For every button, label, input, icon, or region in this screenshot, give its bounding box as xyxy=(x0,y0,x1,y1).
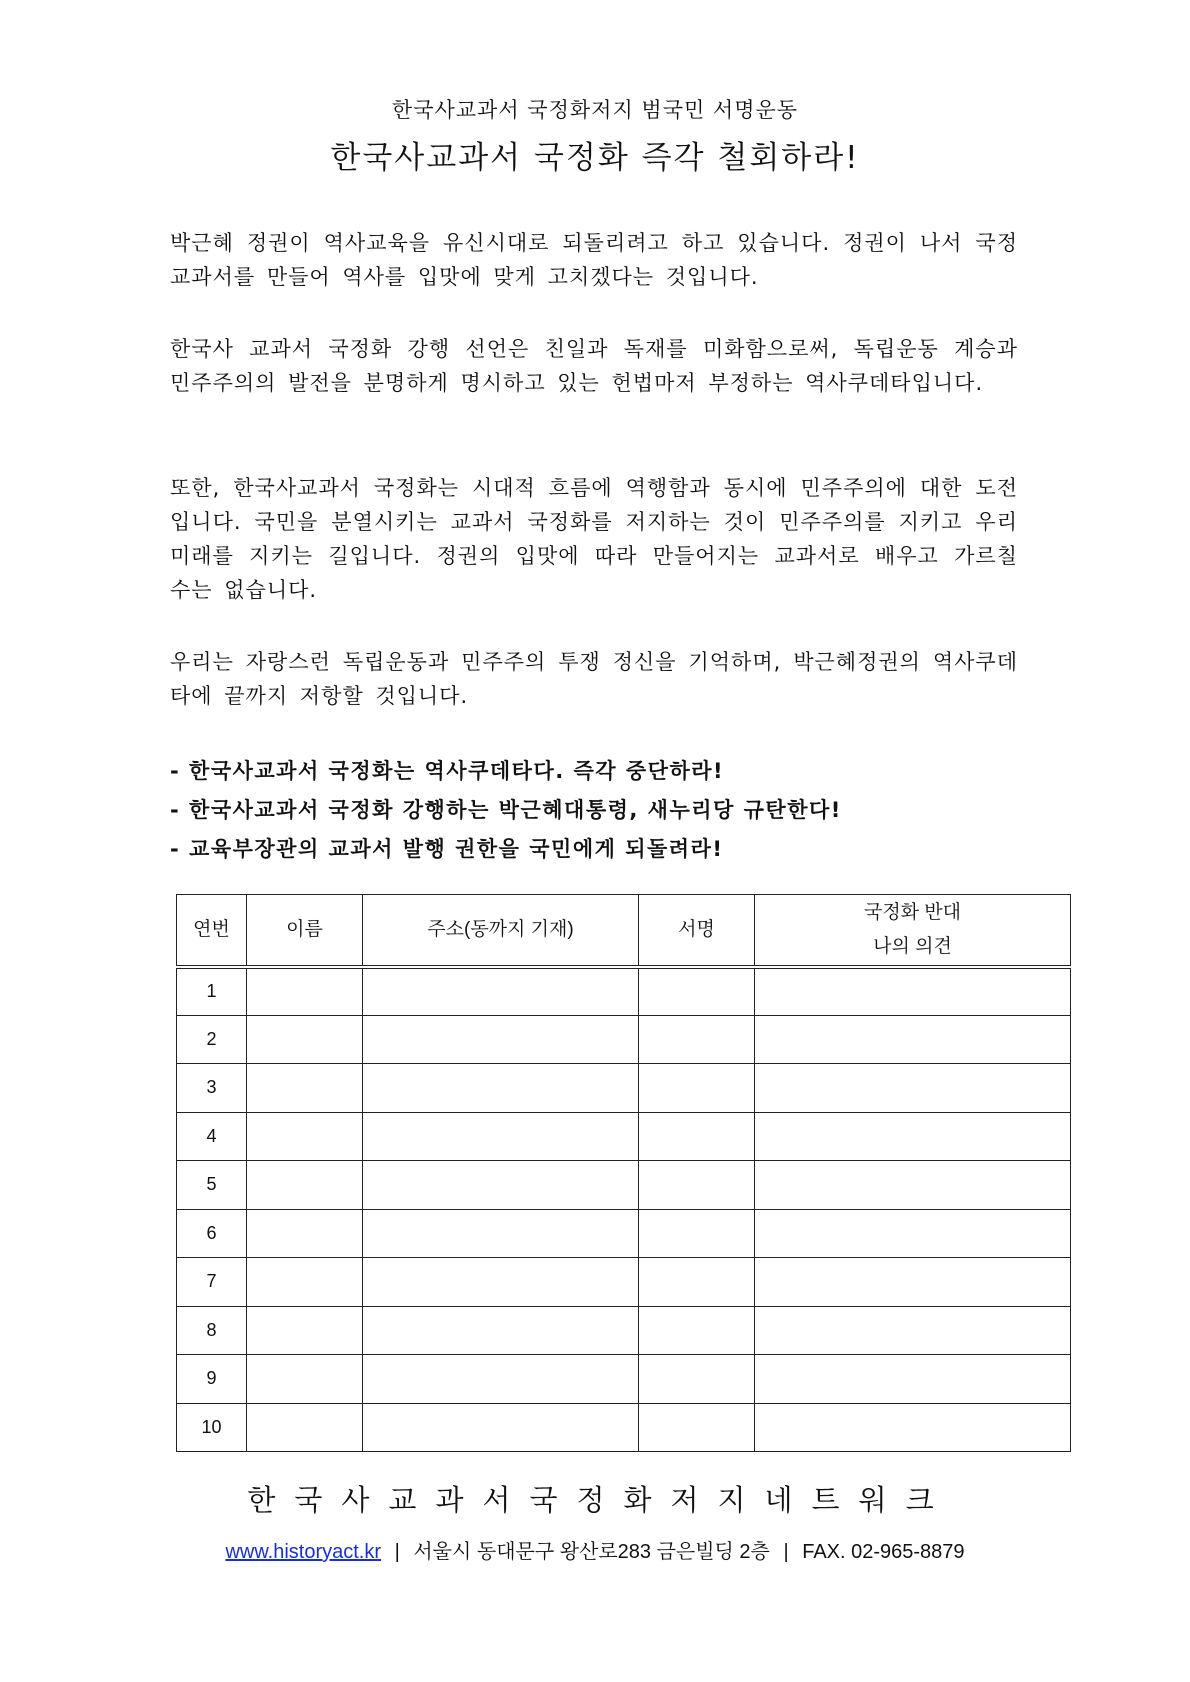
opinion-cell[interactable] xyxy=(755,1112,1071,1161)
row-number: 1 xyxy=(177,967,247,1016)
organization-name: 한국사교과서국정화저지네트워크 xyxy=(247,1483,953,1517)
name-cell[interactable] xyxy=(247,967,363,1016)
address-cell[interactable] xyxy=(363,1355,639,1404)
signature-cell[interactable] xyxy=(639,1064,755,1113)
table-row xyxy=(177,1209,1071,1258)
slogan-2: - 한국사교과서 국정화 강행하는 박근혜대통령, 새누리당 규탄한다! xyxy=(170,798,842,822)
slogan-list xyxy=(170,752,1030,869)
opinion-cell[interactable] xyxy=(755,1064,1071,1113)
opinion-cell[interactable] xyxy=(755,1209,1071,1258)
table-row xyxy=(177,1403,1071,1452)
signature-cell[interactable] xyxy=(639,967,755,1016)
row-number: 8 xyxy=(177,1306,247,1355)
name-cell[interactable] xyxy=(247,1306,363,1355)
address-cell[interactable] xyxy=(363,1403,639,1452)
name-cell[interactable] xyxy=(247,1209,363,1258)
signature-cell[interactable] xyxy=(639,1015,755,1064)
paragraph-1: 박근혜 정권이 역사교육을 유신시대로 되돌리려고 하고 있습니다. 정권이 나서 국정교과서를 만들어 역사를 입맛에 맞게 고치겠다는 것입니다. xyxy=(170,231,1018,289)
table-header-row xyxy=(177,895,1071,967)
name-cell[interactable] xyxy=(247,1064,363,1113)
address-cell[interactable] xyxy=(363,1112,639,1161)
signature-cell[interactable] xyxy=(639,1112,755,1161)
paragraph-3: 또한, 한국사교과서 국정화는 시대적 흐름에 역행함과 동시에 민주주의에 대한 도전입니다. 국민을 분열시키는 교과서 국정화를 저지하는 것이 민주주의를 지키고 우리 미래를 지키는 길입니다. 정권의 입맛에 따라 만들어지는 교과서로 배우고 가르칠 수는 없습니다. xyxy=(170,476,1018,602)
footer-separator: | xyxy=(394,1541,400,1563)
paragraph-4: 우리는 자랑스런 독립운동과 민주주의 투쟁 정신을 기억하며, 박근혜정권의 역사쿠데타에 끝까지 저항할 것입니다. xyxy=(170,650,1018,708)
address-cell[interactable] xyxy=(363,1015,639,1064)
header-opinion xyxy=(755,895,1071,967)
name-cell[interactable] xyxy=(247,1112,363,1161)
address-cell[interactable] xyxy=(363,1209,639,1258)
address-cell[interactable] xyxy=(363,1306,639,1355)
header-signature: 서명 xyxy=(639,895,755,967)
row-number: 3 xyxy=(177,1064,247,1113)
row-number: 9 xyxy=(177,1355,247,1404)
row-number: 10 xyxy=(177,1403,247,1452)
opinion-cell[interactable] xyxy=(755,967,1071,1016)
table-row xyxy=(177,1306,1071,1355)
opinion-cell[interactable] xyxy=(755,1161,1071,1210)
paragraph-2: 한국사 교과서 국정화 강행 선언은 친일과 독재를 미화함으로써, 독립운동 계승과 민주주의의 발전을 분명하게 명시하고 있는 헌법마저 부정하는 역사쿠데타입니다. xyxy=(170,337,1018,395)
address-cell[interactable] xyxy=(363,1258,639,1307)
table-row xyxy=(177,1112,1071,1161)
name-cell[interactable] xyxy=(247,1355,363,1404)
table-row xyxy=(177,1161,1071,1210)
header-opinion-line2: 나의 의견 xyxy=(873,935,952,957)
row-number: 7 xyxy=(177,1258,247,1307)
opinion-cell[interactable] xyxy=(755,1403,1071,1452)
address-cell[interactable] xyxy=(363,1064,639,1113)
footer-address: 서울시 동대문구 왕산로283 금은빌딩 2층 xyxy=(413,1541,770,1563)
opinion-cell[interactable] xyxy=(755,1015,1071,1064)
footer-fax: FAX. 02-965-8879 xyxy=(802,1541,965,1563)
signature-cell[interactable] xyxy=(639,1306,755,1355)
table-row xyxy=(177,1258,1071,1307)
name-cell[interactable] xyxy=(247,1403,363,1452)
row-number: 6 xyxy=(177,1209,247,1258)
table-row xyxy=(177,1355,1071,1404)
footer-contact xyxy=(0,1535,1190,1564)
signature-cell[interactable] xyxy=(639,1355,755,1404)
address-cell[interactable] xyxy=(363,1161,639,1210)
opinion-cell[interactable] xyxy=(755,1355,1071,1404)
header-no: 연번 xyxy=(177,895,247,967)
header-name: 이름 xyxy=(247,895,363,967)
table-row xyxy=(177,1015,1071,1064)
slogan-1: - 한국사교과서 국정화는 역사쿠데타다. 즉각 중단하라! xyxy=(170,759,725,783)
signature-cell[interactable] xyxy=(639,1161,755,1210)
name-cell[interactable] xyxy=(247,1258,363,1307)
page-title: 한국사교과서 국정화 즉각 철회하라! xyxy=(330,140,860,176)
header-opinion-line1: 국정화 반대 xyxy=(863,901,962,923)
row-number: 5 xyxy=(177,1161,247,1210)
website-link[interactable]: www.historyact.kr xyxy=(225,1541,382,1563)
signature-cell[interactable] xyxy=(639,1258,755,1307)
opinion-cell[interactable] xyxy=(755,1258,1071,1307)
name-cell[interactable] xyxy=(247,1161,363,1210)
slogan-3: - 교육부장관의 교과서 발행 권한을 국민에게 되돌려라! xyxy=(170,837,724,861)
table-row xyxy=(177,967,1071,1016)
name-cell[interactable] xyxy=(247,1015,363,1064)
row-number: 4 xyxy=(177,1112,247,1161)
signature-table xyxy=(176,894,1071,1452)
signature-cell[interactable] xyxy=(639,1403,755,1452)
row-number: 2 xyxy=(177,1015,247,1064)
page-subtitle: 한국사교과서 국정화저지 범국민 서명운동 xyxy=(391,98,799,122)
address-cell[interactable] xyxy=(363,967,639,1016)
opinion-cell[interactable] xyxy=(755,1306,1071,1355)
header-address: 주소(동까지 기재) xyxy=(363,895,639,967)
table-row xyxy=(177,1064,1071,1113)
footer-separator: | xyxy=(783,1541,789,1563)
signature-cell[interactable] xyxy=(639,1209,755,1258)
